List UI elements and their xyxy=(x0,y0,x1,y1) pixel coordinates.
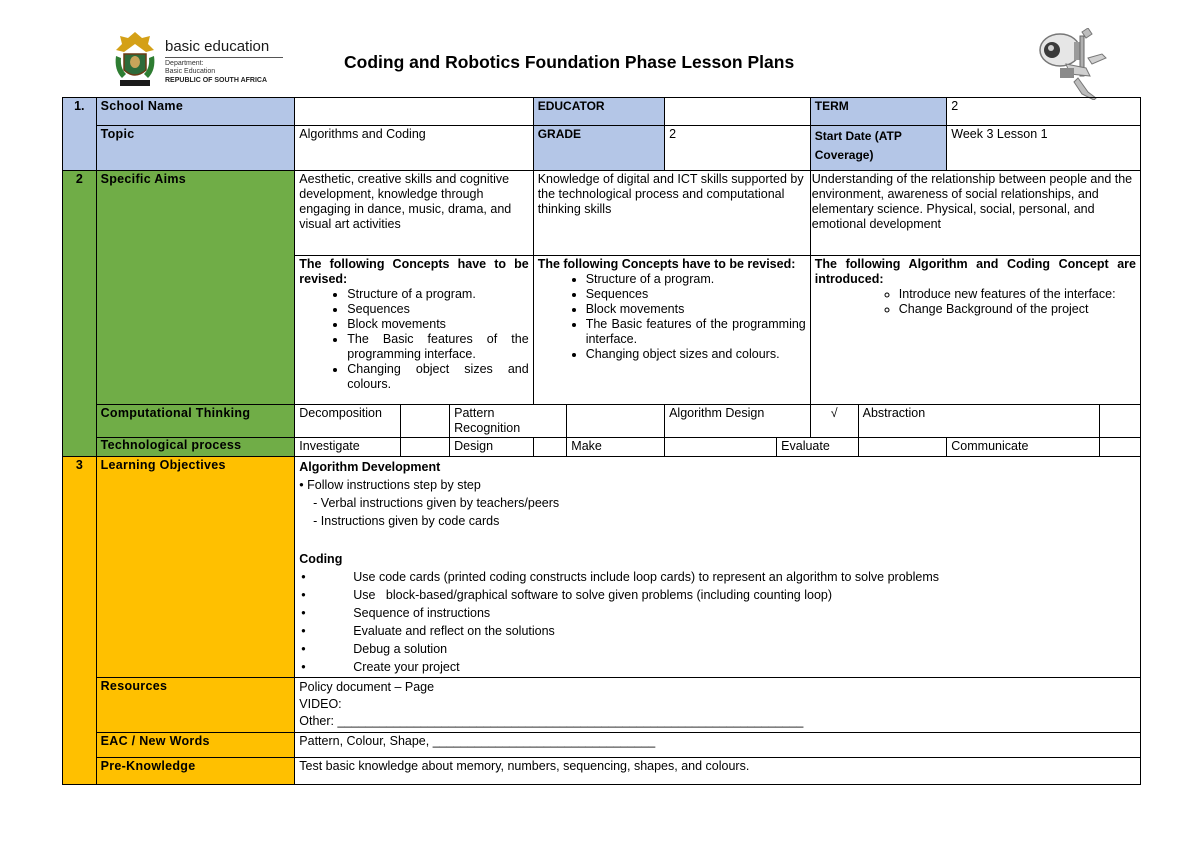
grade-value: 2 xyxy=(665,126,811,171)
logo-department xyxy=(165,60,215,76)
concepts-column-3 xyxy=(810,256,1140,405)
list-item xyxy=(299,604,1136,622)
concepts-heading-2: The following Concepts have to be revised: xyxy=(537,257,796,271)
tp-make-check xyxy=(665,438,777,457)
tp-communicate-check xyxy=(1100,438,1141,457)
tp-design: Design xyxy=(450,438,534,457)
learning-objectives-label: Learning Objectives xyxy=(96,457,295,678)
ct-decomposition-check xyxy=(401,405,450,438)
ct-decomposition: Decomposition xyxy=(295,405,401,438)
resources-label: Resources xyxy=(96,678,295,733)
bullet: • xyxy=(301,660,306,674)
bullet: • xyxy=(301,588,306,602)
list-item xyxy=(299,568,1136,586)
coding-heading: Coding xyxy=(299,552,343,566)
ct-algorithm-design-check: √ xyxy=(810,405,858,438)
specific-aims-label: Specific Aims xyxy=(96,171,295,405)
list-item: • Changing object sizes and colours. xyxy=(586,347,806,362)
concepts-column-1 xyxy=(295,256,533,405)
school-name-value xyxy=(295,98,533,126)
start-date-label: Start Date (ATP Coverage) xyxy=(810,126,947,171)
concepts-list-3 xyxy=(815,287,1136,317)
pre-knowledge-value: Test basic knowledge about memory, numbers, sequencing, shapes, and colours. xyxy=(295,758,1141,785)
concepts-column-2 xyxy=(533,256,810,405)
section-number-3: 3 xyxy=(63,457,97,785)
educator-value xyxy=(665,98,811,126)
list-item: • Sequences xyxy=(586,287,806,302)
aim-digital: Knowledge of digital and ICT skills supported by the technological process and computational thinking skills xyxy=(533,171,810,256)
resources-policy: Policy document – Page xyxy=(299,680,435,694)
resources-video: VIDEO: xyxy=(299,697,342,711)
tp-evaluate: Evaluate xyxy=(777,438,858,457)
school-name-label: School Name xyxy=(96,98,295,126)
concepts-heading-3: The following Algorithm and Coding Concept are introduced: xyxy=(814,257,1136,286)
eac-row xyxy=(63,733,1141,758)
algorithm-development-heading: Algorithm Development xyxy=(299,460,441,474)
section-number-2: 2 xyxy=(63,171,97,457)
list-item: ◦ Change Background of the project xyxy=(899,302,1136,317)
tp-design-check xyxy=(533,438,567,457)
grade-label: GRADE xyxy=(533,126,664,171)
start-date-value: Week 3 Lesson 1 xyxy=(947,126,1141,171)
ct-pattern-recognition: Pattern Recognition xyxy=(450,405,567,438)
bullet: • xyxy=(301,570,306,584)
tp-evaluate-check xyxy=(858,438,947,457)
eac-value: Pattern, Colour, Shape, ________________________________ xyxy=(295,733,1141,758)
list-item: • Changing object sizes and colours. xyxy=(347,362,528,392)
specific-aims-row xyxy=(63,171,1141,256)
list-item: • Follow instructions step by step xyxy=(299,478,481,492)
concepts-list-1 xyxy=(299,287,528,392)
bullet: • xyxy=(301,624,306,638)
coding-item: Sequence of instructions xyxy=(353,606,491,620)
list-item: - Verbal instructions given by teachers/peers xyxy=(299,496,560,510)
list-item: • Sequences xyxy=(347,302,528,317)
school-name-row xyxy=(63,98,1141,126)
tp-investigate: Investigate xyxy=(295,438,401,457)
aim-creative: Aesthetic, creative skills and cognitive development, knowledge through engaging in dance, music, drama, and visual art activities xyxy=(295,171,533,256)
aim-environment: Understanding of the relationship between people and the environment, awareness of social relationships, and elementary science. Physical, social, personal, and emotional development xyxy=(810,171,1140,256)
term-value: 2 xyxy=(947,98,1141,126)
list-item xyxy=(299,658,1136,676)
ct-pattern-recognition-check xyxy=(567,405,665,438)
ct-algorithm-design: Algorithm Design xyxy=(665,405,811,438)
logo-line-department: Department: xyxy=(165,60,204,67)
logo-country: REPUBLIC OF SOUTH AFRICA xyxy=(165,77,268,84)
concepts-heading-1: The following Concepts have to be revised: xyxy=(299,257,529,286)
bullet: • xyxy=(301,642,306,656)
list-item xyxy=(299,640,1136,658)
coding-item: Evaluate and reflect on the solutions xyxy=(353,624,555,638)
ct-abstraction: Abstraction xyxy=(858,405,1099,438)
coding-item: Use code cards (printed coding constructs include loop cards) to represent an algorithm to solve problems xyxy=(353,570,939,584)
computational-thinking-row xyxy=(63,405,1141,438)
coding-item: Create your project xyxy=(353,660,460,674)
logo-title: basic education xyxy=(165,38,270,55)
page-header xyxy=(0,0,1200,97)
resources-content xyxy=(295,678,1141,733)
topic-row xyxy=(63,126,1141,171)
page-title: Coding and Robotics Foundation Phase Lesson Plans xyxy=(344,52,795,72)
list-item: • Structure of a program. xyxy=(347,287,528,302)
ct-abstraction-check xyxy=(1100,405,1141,438)
logo-line-basic-education: Basic Education xyxy=(165,68,216,75)
lesson-plan-table xyxy=(62,97,1141,785)
computational-thinking-label: Computational Thinking xyxy=(96,405,295,438)
list-item: • Block movements xyxy=(586,302,806,317)
list-item xyxy=(299,622,1136,640)
list-item xyxy=(299,586,1136,604)
coding-item: Debug a solution xyxy=(353,642,448,656)
logo-divider xyxy=(165,57,283,58)
list-item: • The Basic features of the programming interface. xyxy=(586,317,806,347)
concepts-list-2 xyxy=(538,272,806,362)
department-logo xyxy=(108,30,288,92)
list-item: • Block movements xyxy=(347,317,528,332)
resources-row xyxy=(63,678,1141,733)
learning-objectives-row xyxy=(63,457,1141,678)
pre-knowledge-label: Pre-Knowledge xyxy=(96,758,295,785)
list-item: • The Basic features of the programming interface. xyxy=(347,332,528,362)
coat-of-arms-icon xyxy=(112,30,158,88)
topic-label: Topic xyxy=(96,126,295,171)
resources-other: Other: ___________________________________________________________________ xyxy=(299,714,804,728)
section-number-1: 1. xyxy=(63,98,97,171)
spacer xyxy=(299,530,1136,550)
tp-make: Make xyxy=(567,438,665,457)
list-item: - Instructions given by code cards xyxy=(299,514,500,528)
robot-icon xyxy=(1030,28,1110,100)
pre-knowledge-row xyxy=(63,758,1141,785)
eac-label: EAC / New Words xyxy=(96,733,295,758)
bullet: • xyxy=(301,606,306,620)
tp-communicate: Communicate xyxy=(947,438,1100,457)
topic-value: Algorithms and Coding xyxy=(295,126,533,171)
technological-process-row xyxy=(63,438,1141,457)
list-item: ◦ Introduce new features of the interface: xyxy=(899,287,1136,302)
educator-label: EDUCATOR xyxy=(533,98,664,126)
technological-process-label: Technological process xyxy=(96,438,295,457)
tp-investigate-check xyxy=(401,438,450,457)
learning-objectives-content xyxy=(295,457,1141,678)
term-label: TERM xyxy=(810,98,947,126)
list-item: • Structure of a program. xyxy=(586,272,806,287)
coding-item: Use block-based/graphical software to solve given problems (including counting loop) xyxy=(353,588,833,602)
